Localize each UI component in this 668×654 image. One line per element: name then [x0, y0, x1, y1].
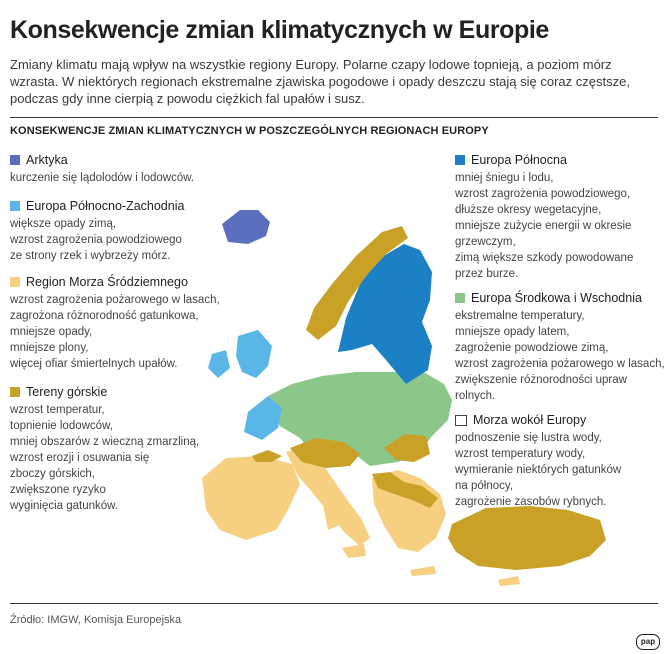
legend-northwest-item: ze strony rzek i wybrzeży mórz.	[10, 250, 171, 262]
legend-mountains-title: Tereny górskie	[26, 385, 108, 399]
legend-seas-item: wymieranie niektórych gatunków	[455, 464, 622, 476]
legend-mountains-item: mniej obszarów z wieczną zmarzliną,	[10, 436, 200, 448]
northwest-swatch	[10, 201, 20, 211]
intro-text: Zmiany klimatu mają wpływ na wszystkie regiony Europy. Polarne czapy lodowe topnieją, a poziom mórz wzrasta. W niektórych regionach ekstremalne zjawiska pogodowe i opady deszczu stają się coraz częstsze, podczas gdy inne cierpią z powodu ciężkich fal upałów i susz.	[10, 57, 630, 106]
legend-mediterranean-item: mniejsze opady,	[10, 326, 93, 338]
legend-central-east-item: ekstremalne temperatury,	[455, 310, 585, 322]
legend-mediterranean	[10, 274, 220, 372]
legend-mountains	[10, 384, 199, 514]
legend-arctic-item: kurczenie się lądolodów i lodowców.	[10, 172, 195, 184]
legend-arctic	[10, 152, 194, 186]
mountains-swatch	[10, 387, 20, 397]
legend-northwest-item: wzrost zagrożenia powodziowego	[10, 234, 182, 246]
page-title: Konsekwencje zmian klimatycznych w Europie	[10, 16, 549, 44]
bottom-divider	[10, 603, 658, 604]
legend-mediterranean-item: mniejsze plony,	[10, 342, 89, 354]
legend-seas-title: Morza wokół Europy	[473, 413, 587, 427]
legend-northwest-title: Europa Północno-Zachodnia	[26, 199, 185, 213]
region-northwest	[236, 330, 272, 378]
seas-swatch	[455, 415, 467, 426]
legend-north	[455, 152, 633, 282]
legend-mediterranean-title: Region Morza Śródziemnego	[26, 275, 188, 289]
central-east-swatch	[455, 293, 465, 303]
legend-seas-item: na północy,	[455, 480, 513, 492]
legend-mediterranean-item: zagrożona różnorodność gatunkowa,	[10, 310, 199, 322]
legend-northwest-item: większe opady zimą,	[10, 218, 117, 230]
legend-central-east-item: wzrost zagrożenia pożarowego w lasach,	[455, 358, 665, 370]
legend-seas-item: wzrost temperatury wody,	[455, 448, 586, 460]
section-subheading: KONSEKWENCJE ZMIAN KLIMATYCZNYCH W POSZCZEGÓLNYCH REGIONACH EUROPY	[10, 125, 489, 137]
legend-seas-item: podnoszenie się lustra wody,	[455, 432, 602, 444]
legend-arctic-title: Arktyka	[26, 153, 68, 167]
legend-north-item: mniejsze zużycie energii w okresie	[455, 220, 632, 232]
legend-mountains-item: wzrost temperatur,	[10, 404, 105, 416]
region-iberia	[202, 456, 300, 540]
island-crete	[410, 566, 436, 576]
legend-north-item: dłuższe okresy wegetacyjne,	[455, 204, 602, 216]
legend-north-item: przez burze.	[455, 268, 519, 280]
arctic-swatch	[10, 155, 20, 165]
legend-central-east-item: zagrożenie powodziowe zimą,	[455, 342, 609, 354]
island-cyprus	[498, 576, 520, 586]
legend-central-east-item: zwiększenie różnorodności upraw	[455, 374, 627, 386]
region-anatolia	[448, 506, 606, 570]
legend-mountains-item: zwiększone ryzyko	[10, 484, 106, 496]
legend-mediterranean-item: wzrost zagrożenia pożarowego w lasach,	[10, 294, 220, 306]
legend-seas	[455, 412, 621, 510]
legend-mountains-item: topnienie lodowców,	[10, 420, 113, 432]
legend-mountains-item: zboczy górskich,	[10, 468, 96, 480]
legend-seas-item: zagrożenie zasobów rybnych.	[455, 496, 607, 508]
pap-logo: pap	[636, 634, 660, 650]
legend-central-east-item: rolnych.	[455, 390, 496, 402]
legend-north-title: Europa Północna	[471, 153, 567, 167]
legend-northwest	[10, 198, 184, 264]
source-note: Źródło: IMGW, Komisja Europejska	[10, 614, 182, 626]
island-sicily	[342, 544, 366, 558]
legend-north-item: mniej śniegu i lodu,	[455, 172, 554, 184]
mediterranean-swatch	[10, 277, 20, 287]
legend-central-east	[455, 290, 665, 404]
legend-mountains-item: wzrost erozji i osuwania się	[10, 452, 150, 464]
legend-central-east-title: Europa Środkowa i Wschodnia	[471, 291, 642, 305]
legend-north-item: zimą większe szkody powodowane	[455, 252, 634, 264]
legend-north-item: wzrost zagrożenia powodziowego,	[455, 188, 631, 200]
legend-central-east-item: mniejsze opady latem,	[455, 326, 570, 338]
north-swatch	[455, 155, 465, 165]
region-iceland-arctic	[222, 210, 270, 244]
legend-mountains-item: wyginięcia gatunków.	[10, 500, 119, 512]
legend-north-item: grzewczym,	[455, 236, 516, 248]
legend-mediterranean-item: więcej ofiar śmiertelnych upałów.	[10, 358, 178, 370]
